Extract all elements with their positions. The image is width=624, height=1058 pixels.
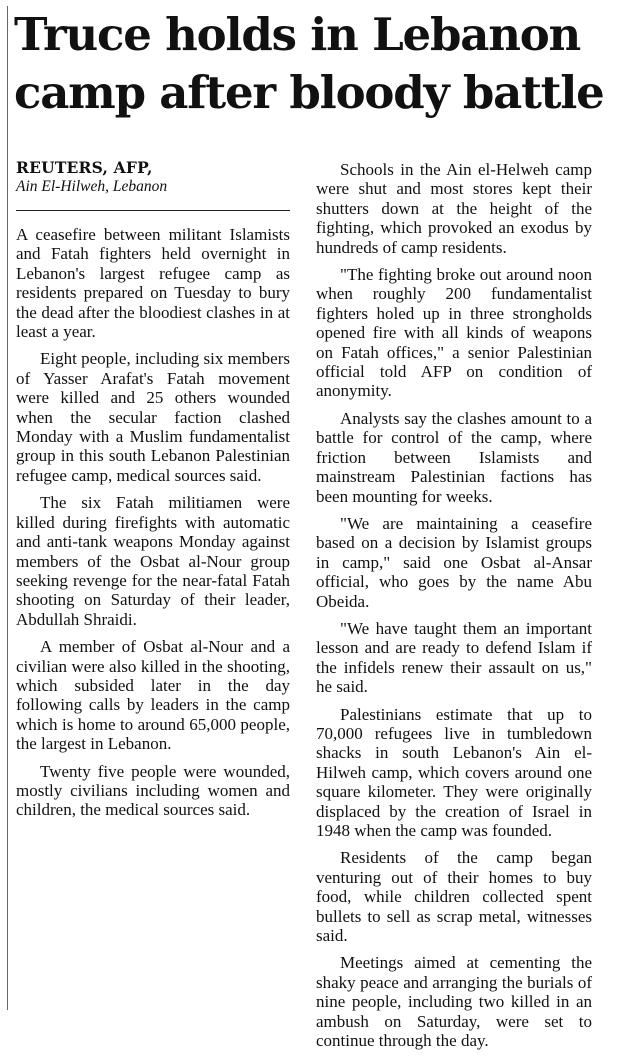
paragraph-7: "The fighting broke out around noon when roughly 200 fundamentalist fighters holed up in three strongholds opened fire with all kinds of weapons on Fatah offices," a senior Palestinian official told AFP on condition of anonymity. (316, 265, 592, 401)
paragraph-5: Twenty five people were wounded, mostly civilians including women and children, the medical sources said. (16, 761, 290, 820)
paragraph-13: Meetings aimed at cementing the shaky peace and arranging the burials of nine people, including two killed in an ambush on Saturday, were set to continue through the day. (316, 953, 592, 1051)
dateline: Ain El-Hilweh, Lebanon (16, 178, 168, 195)
byline: REUTERS, AFP, (16, 158, 153, 177)
paragraph-3: The six Fatah militiamen were killed during firefights with automatic and anti-tank weapons Monday against members of the Osbat al-Nour group seeking revenge for the near-fatal Fatah shooting on Saturday of their leader, Abdullah Shraidi. (16, 493, 290, 629)
paragraph-4: A member of Osbat al-Nour and a civilian were also killed in the shooting, which subsided later in the day following calls by leaders in the camp which is home to around 65,000 people, the largest in Lebanon. (16, 637, 290, 754)
paragraph-8: Analysts say the clashes amount to a battle for control of the camp, where friction between Islamists and mainstream Palestinian factions has been mounting for weeks. (316, 408, 592, 506)
paragraph-12: Residents of the camp began venturing out of their homes to buy food, while children collected spent bullets to sell as scrap metal, witnesses said. (316, 848, 592, 946)
headline: Truce holds in Lebanon camp after bloody battle (14, 8, 604, 119)
column-rule (7, 6, 8, 1010)
paragraph-10: "We have taught them an important lesson and are ready to defend Islam if the infidels renew their assault on us," he said. (316, 618, 592, 697)
paragraph-6: Schools in the Ain el-Helweh camp were shut and most stores kept their shutters down at the height of the fighting, which provoked an exodus by hundreds of camp residents. (316, 160, 592, 257)
right-column (316, 160, 592, 1058)
paragraph-2: Eight people, including six members of Yasser Arafat's Fatah movement were killed and 25 others wounded when the secular faction clashed Monday with a Muslim fundamentalist group in this south Lebanon Palestinian refugee camp, medical sources said. (16, 349, 290, 485)
paragraph-1: A ceasefire between militant Islamists and Fatah fighters held overnight in Lebanon's largest refugee camp as residents prepared on Tuesday to bury the dead after the bloodiest clashes in at least a year. (16, 225, 290, 342)
byline-divider (16, 210, 290, 211)
left-column (16, 158, 290, 828)
paragraph-11: Palestinians estimate that up to 70,000 refugees live in tumbledown shacks in south Lebanon's Ain el-Hilweh camp, which covers around one square kilometer. They were originally displaced by the creation of Israel in 1948 when the camp was founded. (316, 704, 592, 840)
paragraph-9: "We are maintaining a ceasefire based on a decision by Islamist groups in camp," said one Osbat al-Ansar official, who goes by the name Abu Obeida. (316, 513, 592, 611)
